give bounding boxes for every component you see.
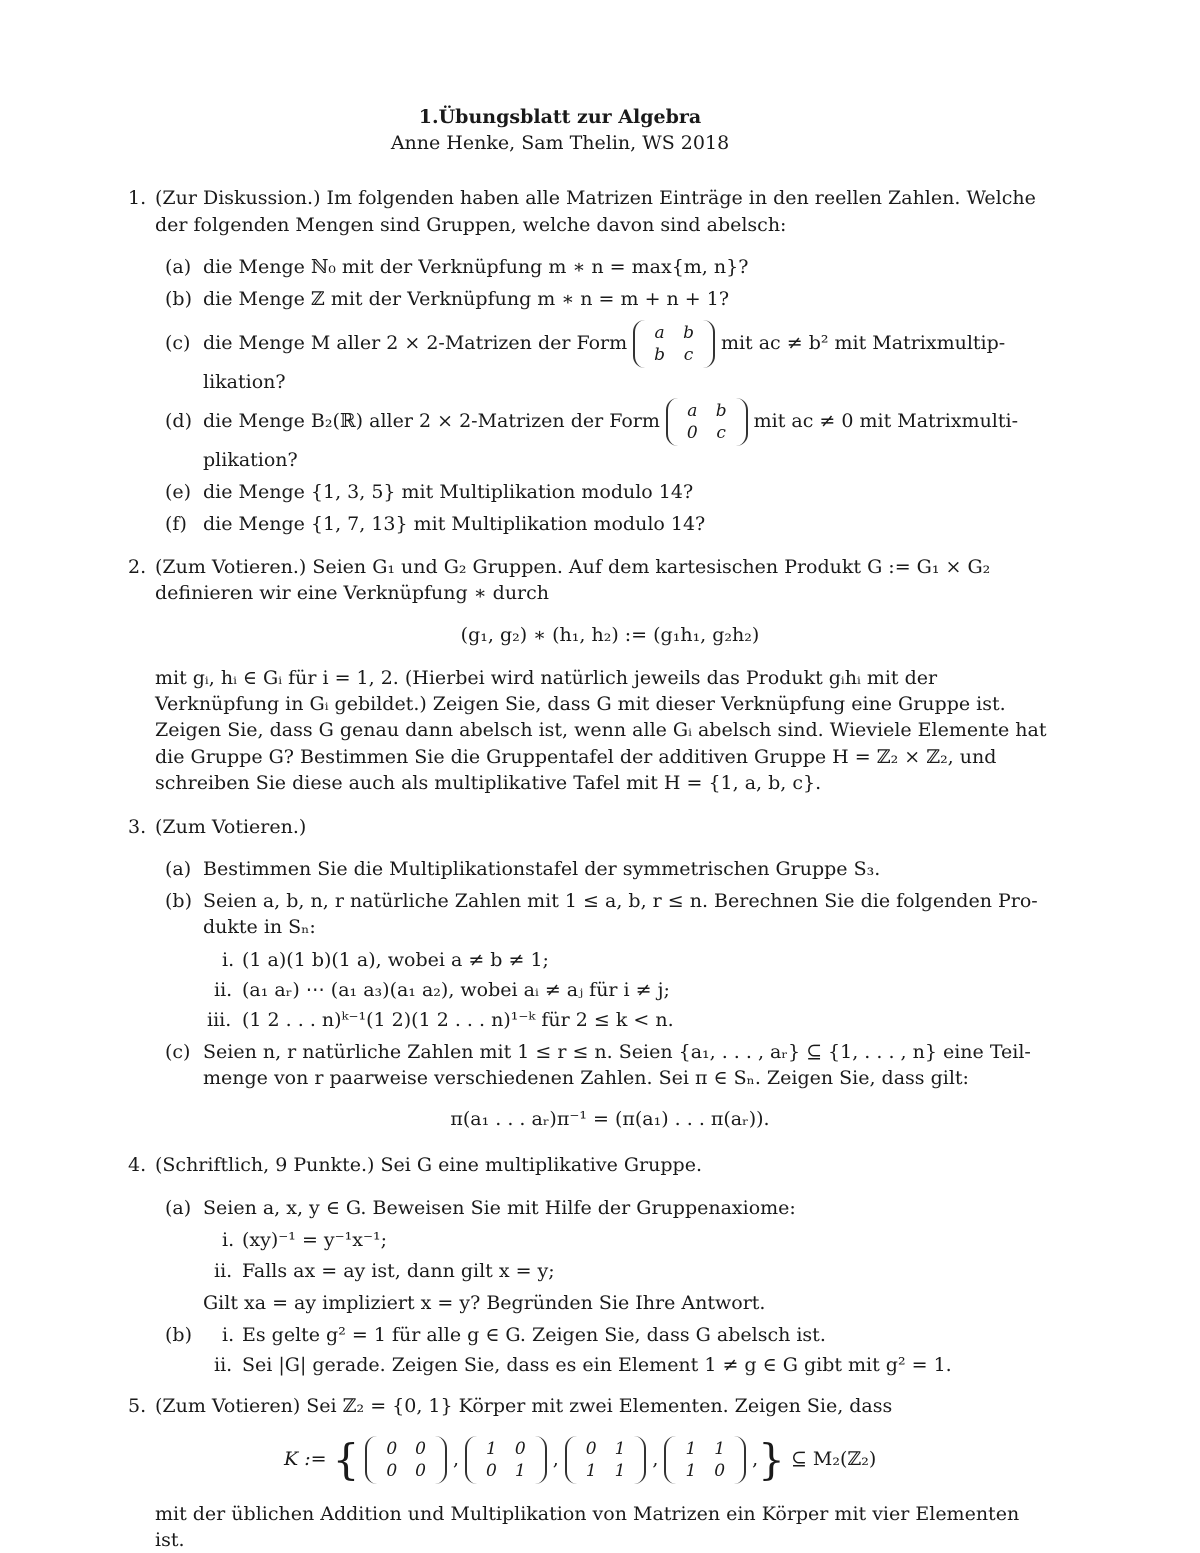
problem-1c-matrix: a b b c bbox=[633, 320, 715, 368]
problem-1f-label: (f) bbox=[165, 513, 187, 535]
problem-2-line3: mit gᵢ, hᵢ ∈ Gᵢ für i = 1, 2. (Hierbei wird natürlich jeweils das Produkt gᵢhᵢ mit der bbox=[155, 667, 938, 689]
problem-3c-label: (c) bbox=[165, 1041, 191, 1063]
problem-1-intro-line2: der folgenden Mengen sind Gruppen, welche davon sind abelsch: bbox=[155, 214, 787, 236]
left-brace-icon: { bbox=[332, 1435, 360, 1484]
problem-3-intro: (Zum Votieren.) bbox=[155, 816, 307, 838]
problem-2-formula: (g₁, g₂) ∗ (h₁, h₂) := (g₁h₁, g₂h₂) bbox=[460, 624, 760, 646]
problem-5-line2: mit der üblichen Addition und Multiplikation von Matrizen ein Körper mit vier Elementen bbox=[155, 1503, 1020, 1525]
problem-5-k-label: K := bbox=[284, 1448, 327, 1470]
problem-4a-i-text: (xy)⁻¹ = y⁻¹x⁻¹; bbox=[242, 1229, 388, 1251]
problem-4b-ii-text: Sei |G| gerade. Zeigen Sie, dass es ein Element 1 ≠ g ∈ G gibt mit g² = 1. bbox=[242, 1354, 952, 1376]
problem-3c-line2: menge von r paarweise verschiedenen Zahlen. Sei π ∈ Sₙ. Zeigen Sie, dass gilt: bbox=[203, 1067, 969, 1089]
problem-3b-i-label: i. bbox=[222, 949, 235, 971]
problem-5-k-tail: ⊆ M₂(ℤ₂) bbox=[790, 1448, 877, 1470]
problem-3b-iii-label: iii. bbox=[207, 1009, 232, 1031]
k-matrix-2: 1 0 0 1 bbox=[465, 1436, 547, 1484]
problem-1d-line2: plikation? bbox=[203, 449, 298, 471]
problem-2-line1: (Zum Votieren.) Seien G₁ und G₂ Gruppen. Auf dem kartesischen Produkt G := G₁ × G₂ bbox=[155, 556, 991, 578]
problem-3c-line1: Seien n, r natürliche Zahlen mit 1 ≤ r ≤ n. Seien {a₁, . . . , aᵣ} ⊆ {1, . . . , n} eine Teil- bbox=[203, 1041, 1031, 1063]
problem-1d-text bbox=[203, 396, 1018, 446]
problem-3b-line1: Seien a, b, n, r natürliche Zahlen mit 1 ≤ a, b, r ≤ n. Berechnen Sie die folgenden Pro- bbox=[203, 890, 1038, 912]
problem-1c-text-post: mit ac ≠ b² mit Matrixmultip- bbox=[720, 332, 1006, 354]
sheet-authors: Anne Henke, Sam Thelin, WS 2018 bbox=[390, 132, 730, 154]
problem-5-number: 5. bbox=[128, 1395, 147, 1417]
problem-1d-matrix: a b 0 c bbox=[666, 398, 748, 446]
problem-1d-text-post: mit ac ≠ 0 mit Matrixmulti- bbox=[753, 410, 1019, 432]
problem-2-line2: definieren wir eine Verknüpfung ∗ durch bbox=[155, 582, 550, 604]
problem-3-number: 3. bbox=[128, 816, 147, 838]
problem-2-line4: Verknüpfung in Gᵢ gebildet.) Zeigen Sie, dass G mit dieser Verknüpfung eine Gruppe ist. bbox=[155, 693, 1006, 715]
problem-1e-label: (e) bbox=[165, 481, 192, 503]
problem-4b-ii-label: ii. bbox=[214, 1354, 233, 1376]
problem-1d-label: (d) bbox=[165, 410, 192, 432]
problem-3a-label: (a) bbox=[165, 858, 192, 880]
problem-1c-text bbox=[203, 318, 1005, 368]
problem-2-number: 2. bbox=[128, 556, 147, 578]
problem-1-intro-line1: (Zur Diskussion.) Im folgenden haben alle Matrizen Einträge in den reellen Zahlen. Welche bbox=[155, 187, 1036, 209]
problem-4a-after: Gilt xa = ay impliziert x = y? Begründen Sie Ihre Antwort. bbox=[203, 1292, 766, 1314]
problem-1c-label: (c) bbox=[165, 332, 191, 354]
problem-3b-line2: dukte in Sₙ: bbox=[203, 916, 316, 938]
problem-5-set-k: K := { 0 0 0 0 , 1 0 0 1 , 0 1 1 1 , 1 1 1 0 ,} ⊆ M₂(ℤ₂) bbox=[284, 1435, 877, 1484]
problem-1c-text-pre: die Menge M aller 2 × 2-Matrizen der Form bbox=[203, 332, 628, 354]
problem-5-line3: ist. bbox=[155, 1529, 185, 1551]
problem-1a-text: die Menge ℕ₀ mit der Verknüpfung m ∗ n = max{m, n}? bbox=[203, 256, 749, 278]
problem-1a-label: (a) bbox=[165, 256, 192, 278]
problem-5-intro: (Zum Votieren) Sei ℤ₂ = {0, 1} Körper mit zwei Elementen. Zeigen Sie, dass bbox=[155, 1395, 893, 1417]
problem-4a-label: (a) bbox=[165, 1197, 192, 1219]
k-matrix-3: 0 1 1 1 bbox=[565, 1436, 647, 1484]
problem-3b-ii-text: (a₁ aᵣ) ⋯ (a₁ a₃)(a₁ a₂), wobei aᵢ ≠ aⱼ für i ≠ j; bbox=[242, 979, 670, 1001]
problem-4a-i-label: i. bbox=[222, 1229, 235, 1251]
problem-3a-text: Bestimmen Sie die Multiplikationstafel der symmetrischen Gruppe S₃. bbox=[203, 858, 881, 880]
problem-3b-iii-text: (1 2 . . . n)ᵏ⁻¹(1 2)(1 2 . . . n)¹⁻ᵏ für 2 ≤ k < n. bbox=[242, 1009, 674, 1031]
problem-4-intro: (Schriftlich, 9 Punkte.) Sei G eine multiplikative Gruppe. bbox=[155, 1154, 702, 1176]
problem-4b-label: (b) bbox=[165, 1324, 192, 1346]
k-matrix-1: 0 0 0 0 bbox=[365, 1436, 447, 1484]
problem-1e-text: die Menge {1, 3, 5} mit Multiplikation modulo 14? bbox=[203, 481, 694, 503]
problem-3b-ii-label: ii. bbox=[214, 979, 233, 1001]
problem-1b-text: die Menge ℤ mit der Verknüpfung m ∗ n = m + n + 1? bbox=[203, 288, 730, 310]
problem-2-line6: die Gruppe G? Bestimmen Sie die Gruppentafel der additiven Gruppe H = ℤ₂ × ℤ₂, und bbox=[155, 746, 997, 768]
problem-3b-label: (b) bbox=[165, 890, 192, 912]
problem-2-line7: schreiben Sie diese auch als multiplikative Tafel mit H = {1, a, b, c}. bbox=[155, 772, 822, 794]
problem-4a-ii-label: ii. bbox=[214, 1260, 233, 1282]
problem-4a-ii-text: Falls ax = ay ist, dann gilt x = y; bbox=[242, 1260, 555, 1282]
problem-4b-i-text: Es gelte g² = 1 für alle g ∈ G. Zeigen Sie, dass G abelsch ist. bbox=[242, 1324, 826, 1346]
problem-1f-text: die Menge {1, 7, 13} mit Multiplikation modulo 14? bbox=[203, 513, 706, 535]
sheet-title: 1.Übungsblatt zur Algebra bbox=[418, 106, 702, 128]
problem-1c-line2: likation? bbox=[203, 371, 286, 393]
problem-1d-text-pre: die Menge B₂(ℝ) aller 2 × 2-Matrizen der Form bbox=[203, 410, 660, 432]
problem-4a-text: Seien a, x, y ∈ G. Beweisen Sie mit Hilfe der Gruppenaxiome: bbox=[203, 1197, 796, 1219]
problem-1b-label: (b) bbox=[165, 288, 192, 310]
k-matrix-4: 1 1 1 0 bbox=[664, 1436, 746, 1484]
problem-2-line5: Zeigen Sie, dass G genau dann abelsch ist, wenn alle Gᵢ abelsch sind. Wieviele Elemente hat bbox=[155, 719, 1047, 741]
problem-4-number: 4. bbox=[128, 1154, 147, 1176]
right-brace-icon: } bbox=[758, 1435, 785, 1484]
problem-3c-formula: π(a₁ . . . aᵣ)π⁻¹ = (π(a₁) . . . π(aᵣ)). bbox=[450, 1108, 770, 1130]
problem-1-number: 1. bbox=[128, 187, 147, 209]
problem-4b-i-label: i. bbox=[222, 1324, 235, 1346]
problem-3b-i-text: (1 a)(1 b)(1 a), wobei a ≠ b ≠ 1; bbox=[242, 949, 549, 971]
